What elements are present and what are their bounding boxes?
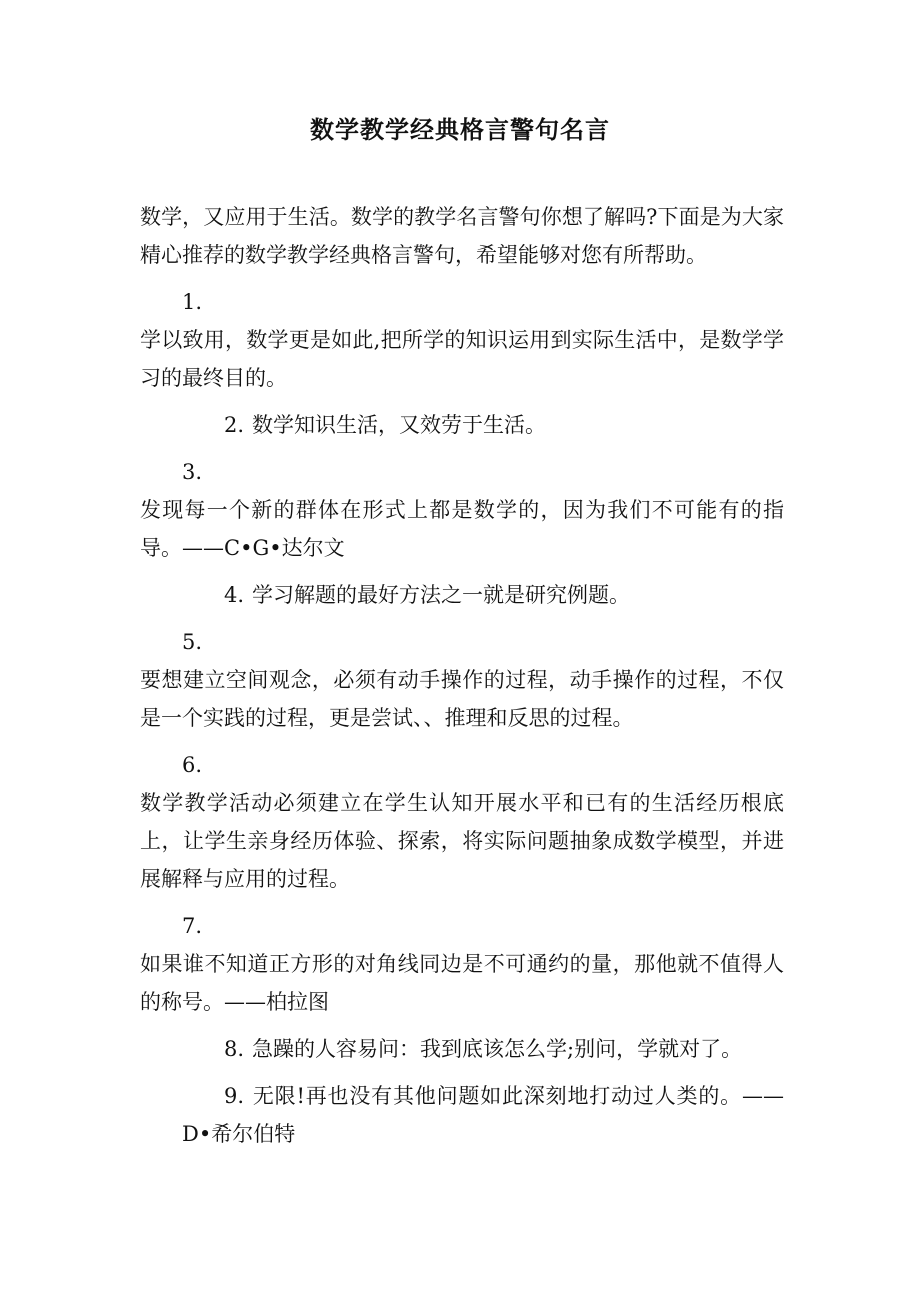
quote-number: 9. xyxy=(224,1084,245,1108)
quote-text: 学习解题的最好方法之一就是研究例题。 xyxy=(252,583,631,607)
quote-item-6 xyxy=(140,746,784,898)
quote-number: 1. xyxy=(182,290,203,314)
quote-item-4 xyxy=(140,576,784,614)
quote-item-5 xyxy=(140,623,784,737)
quote-item-9 xyxy=(140,1077,784,1153)
quote-number: 5. xyxy=(182,630,203,654)
quote-item-2 xyxy=(140,406,784,444)
quote-number: 3. xyxy=(182,460,203,484)
quote-text: 急躁的人容易问：我到底该怎么学;别问，学就对了。 xyxy=(252,1037,743,1061)
quote-item-1 xyxy=(140,283,784,397)
quote-item-8 xyxy=(140,1030,784,1068)
quote-item-3 xyxy=(140,453,784,567)
quote-text: 要想建立空间观念，必须有动手操作的过程，动手操作的过程，不仅是一个实践的过程，更是尝试、、推理和反思的过程。 xyxy=(140,668,784,730)
quote-number: 8. xyxy=(224,1037,245,1061)
intro-paragraph: 数学，又应用于生活。数学的教学名言警句你想了解吗?下面是为大家精心推荐的数学教学经典格言警句，希望能够对您有所帮助。 xyxy=(140,205,784,267)
quote-text: 发现每一个新的群体在形式上都是数学的，因为我们不可能有的指导。——C•G•达尔文 xyxy=(140,498,784,560)
quote-text: 学以致用，数学更是如此,把所学的知识运用到实际生活中，是数学学习的最终目的。 xyxy=(140,328,784,390)
quote-number: 2. xyxy=(224,413,245,437)
quote-text: 如果谁不知道正方形的对角线同边是不可通约的量，那他就不值得人的称号。——柏拉图 xyxy=(140,952,784,1014)
document-body xyxy=(140,198,784,1162)
quote-number: 6. xyxy=(182,753,203,777)
page-title: 数学教学经典格言警句名言 xyxy=(310,115,610,144)
quote-number: 7. xyxy=(182,914,203,938)
quote-item-7 xyxy=(140,907,784,1021)
quote-text: 数学教学活动必须建立在学生认知开展水平和已有的生活经历根底上，让学生亲身经历体验、探索，将实际问题抽象成数学模型，并进展解释与应用的过程。 xyxy=(140,791,784,891)
quote-text: 无限!再也没有其他问题如此深刻地打动过人类的。——D•希尔伯特 xyxy=(182,1084,784,1146)
quote-number: 4. xyxy=(224,583,245,607)
quote-text: 数学知识生活，又效劳于生活。 xyxy=(252,413,547,437)
